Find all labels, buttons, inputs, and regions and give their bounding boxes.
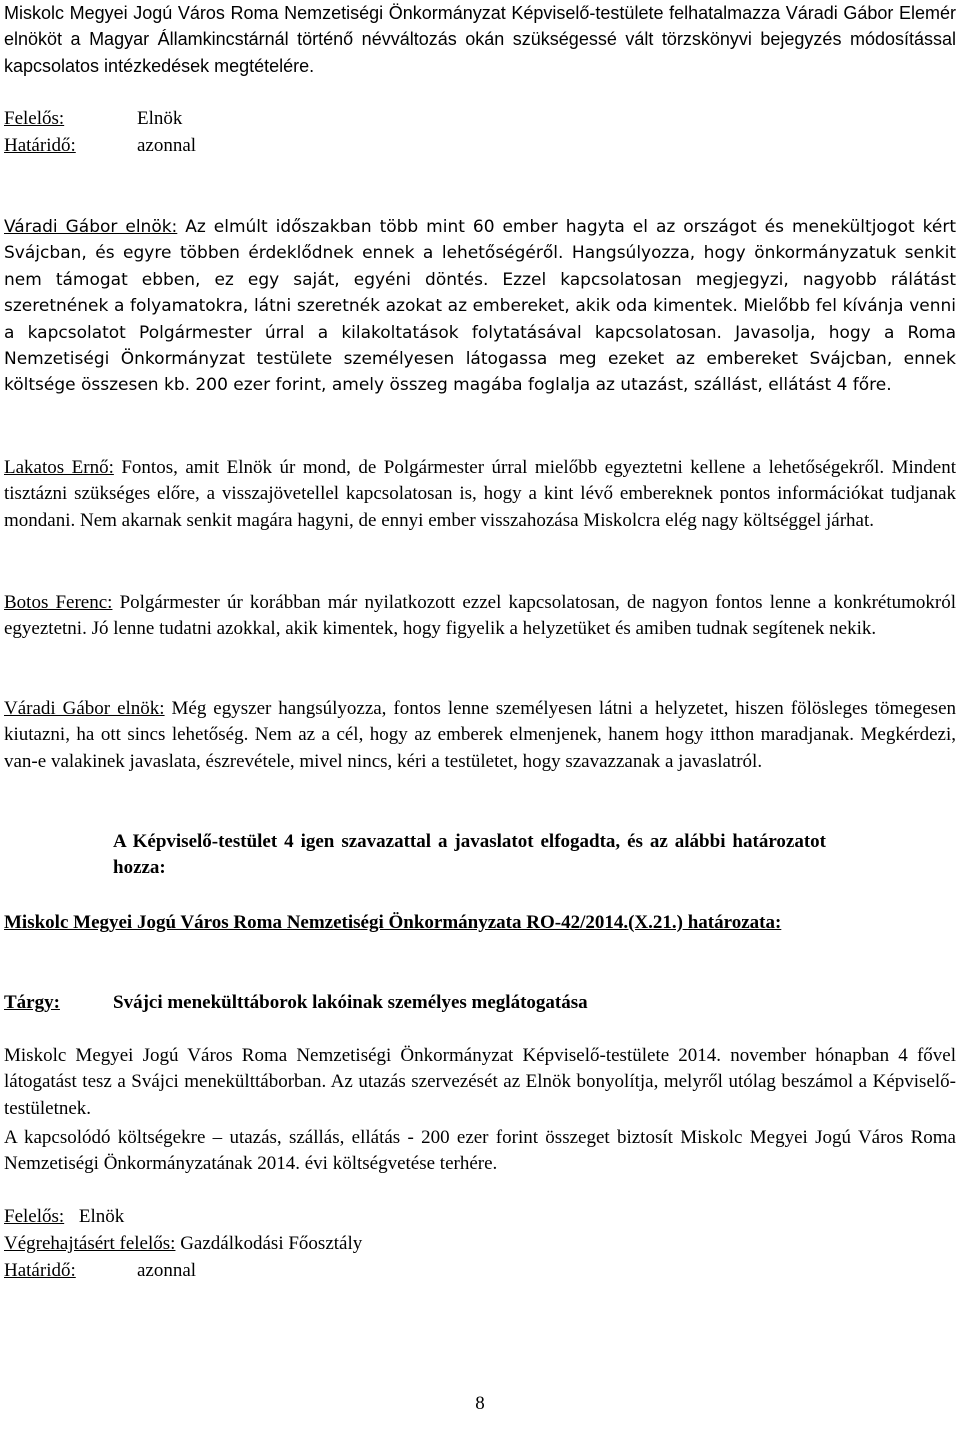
intro-paragraph: Miskolc Megyei Jogú Város Roma Nemzetiségi Önkormányzat Képviselő-testülete felhatalmazza Váradi Gábor Elemér elnököt a Magyar Államkincstárnál történő névváltozás okán szükségessé vált törzskönyvi bejegyzés módosítással kapcsolatos intézkedések megtételére.: [4, 3, 956, 76]
speech-text: Polgármester úr korábban már nyilatkozott ezzel kapcsolatosan, de nagyon fontos lenne a konkrétumokról egyeztetni. Jó lenne tudatni azokkal, akik kimentek, hogy figyelik a helyzetüket és amiben tudnak segítenek nekik.: [4, 592, 956, 640]
vote-statement: A Képviselő-testület 4 igen szavazattal a javaslatot elfogadta, és az alábbi határozatot hozza:: [113, 831, 826, 879]
subject-label: Tárgy:: [4, 992, 60, 1013]
speaker-name: Lakatos Ernő:: [4, 457, 114, 478]
speech-paragraph: [4, 455, 956, 534]
speech-paragraph: [4, 214, 956, 399]
speech-text: Fontos, amit Elnök úr mond, de Polgármester úrral mielőbb egyeztetni kellene a lehetőségekről. Mindent tisztázni szükséges előre, a visszajövetellel kapcsolatosan is, hogy a kint lévő embereknek pontos információkat tudjanak mondani. Nem akarnak senkit magára hagyni, de ennyi ember visszahozása Miskolcra elég nagy költséggel járhat.: [4, 457, 956, 531]
executor-value: Gazdálkodási Főosztály: [175, 1233, 363, 1254]
speech-text: Még egyszer hangsúlyozza, fontos lenne személyesen látni a helyzetet, hiszen fölösleges tömegesen kiutazni, ha ott sincs lehetőség. Nem az a cél, hogy az emberek elmenjenek, hanem hogy itthon maradjanak. Megkérdezi, van-e valakinek javaslata, észrevétele, mivel nincs, kéri a testületet, hogy szavazzanak a javaslatról.: [4, 698, 956, 772]
deadline-value: azonnal: [137, 135, 197, 156]
deadline-label: Határidő:: [4, 135, 76, 156]
deadline-label: Határidő:: [4, 1260, 76, 1281]
resolution-body: Miskolc Megyei Jogú Város Roma Nemzetiségi Önkormányzat Képviselő-testülete 2014. november hónapban 4 fővel látogatást tesz a Svájci menekülttáborban. Az utazás szervezését az Elnök bonyolítja, melyről utólag beszámol a Képviselő-testületnek.: [4, 1045, 956, 1119]
first-responsible-row: [4, 106, 182, 132]
speech-text: Az elmúlt időszakban több mint 60 ember hagyta el az országot és menekültjogot kért Svájcban, és egyre többen érdeklődnek ennek a lehetőségéről. Hangsúlyozza, hogy önkormányzatuk senkit nem támogat ebben, ez egy saját, egyéni döntés. Ezzel kapcsolatosan megjegyzi, nagyobb rálátást szeretnének a folyamatokra, látni szeretnék azokat az embereket, akik oda kimentek. Mielőbb fel kívánja venni a kapcsolatot Polgármester úrral a kilakoltatások folytatásával kapcsolatosan. Javasolja, hogy a Roma Nemzetiségi Önkormányzat testülete személyesen látogassa meg ezeket az embereket Svájcban, ennek költsége összesen kb. 200 ezer forint, amely összeg magába foglalja az utazást, szállást, ellátást 4 főre.: [4, 217, 956, 396]
deadline-value: azonnal: [137, 1260, 197, 1281]
speaker-name: Botos Ferenc:: [4, 592, 113, 613]
responsible-value: Elnök: [137, 108, 183, 129]
final-deadline-row: [4, 1258, 196, 1284]
speaker-name: Váradi Gábor elnök:: [4, 698, 165, 719]
executor-label: Végrehajtásért felelős:: [4, 1233, 176, 1254]
responsible-value: Elnök: [74, 1206, 125, 1227]
first-deadline-row: [4, 133, 196, 159]
page-number: 8: [475, 1393, 485, 1414]
resolution-body: A kapcsolódó költségekre – utazás, szállás, ellátás - 200 ezer forint összeget biztosít Miskolc Megyei Jogú Város Roma Nemzetiségi Önkormányzatának 2014. évi költségvetése terhére.: [4, 1127, 956, 1175]
responsible-label: Felelős:: [4, 108, 65, 129]
subject-row: [4, 990, 588, 1016]
resolution-title: Miskolc Megyei Jogú Város Roma Nemzetiségi Önkormányzata RO-42/2014.(X.21.) határozata:: [4, 912, 782, 933]
subject-value: Svájci menekülttáborok lakóinak személyes meglátogatása: [113, 992, 588, 1013]
responsible-label: Felelős:: [4, 1206, 65, 1227]
final-responsible-row: [4, 1204, 124, 1230]
speech-paragraph: [4, 590, 956, 643]
executor-row: [4, 1231, 362, 1257]
speaker-name: Váradi Gábor elnök:: [4, 217, 178, 237]
speech-paragraph: [4, 696, 956, 775]
